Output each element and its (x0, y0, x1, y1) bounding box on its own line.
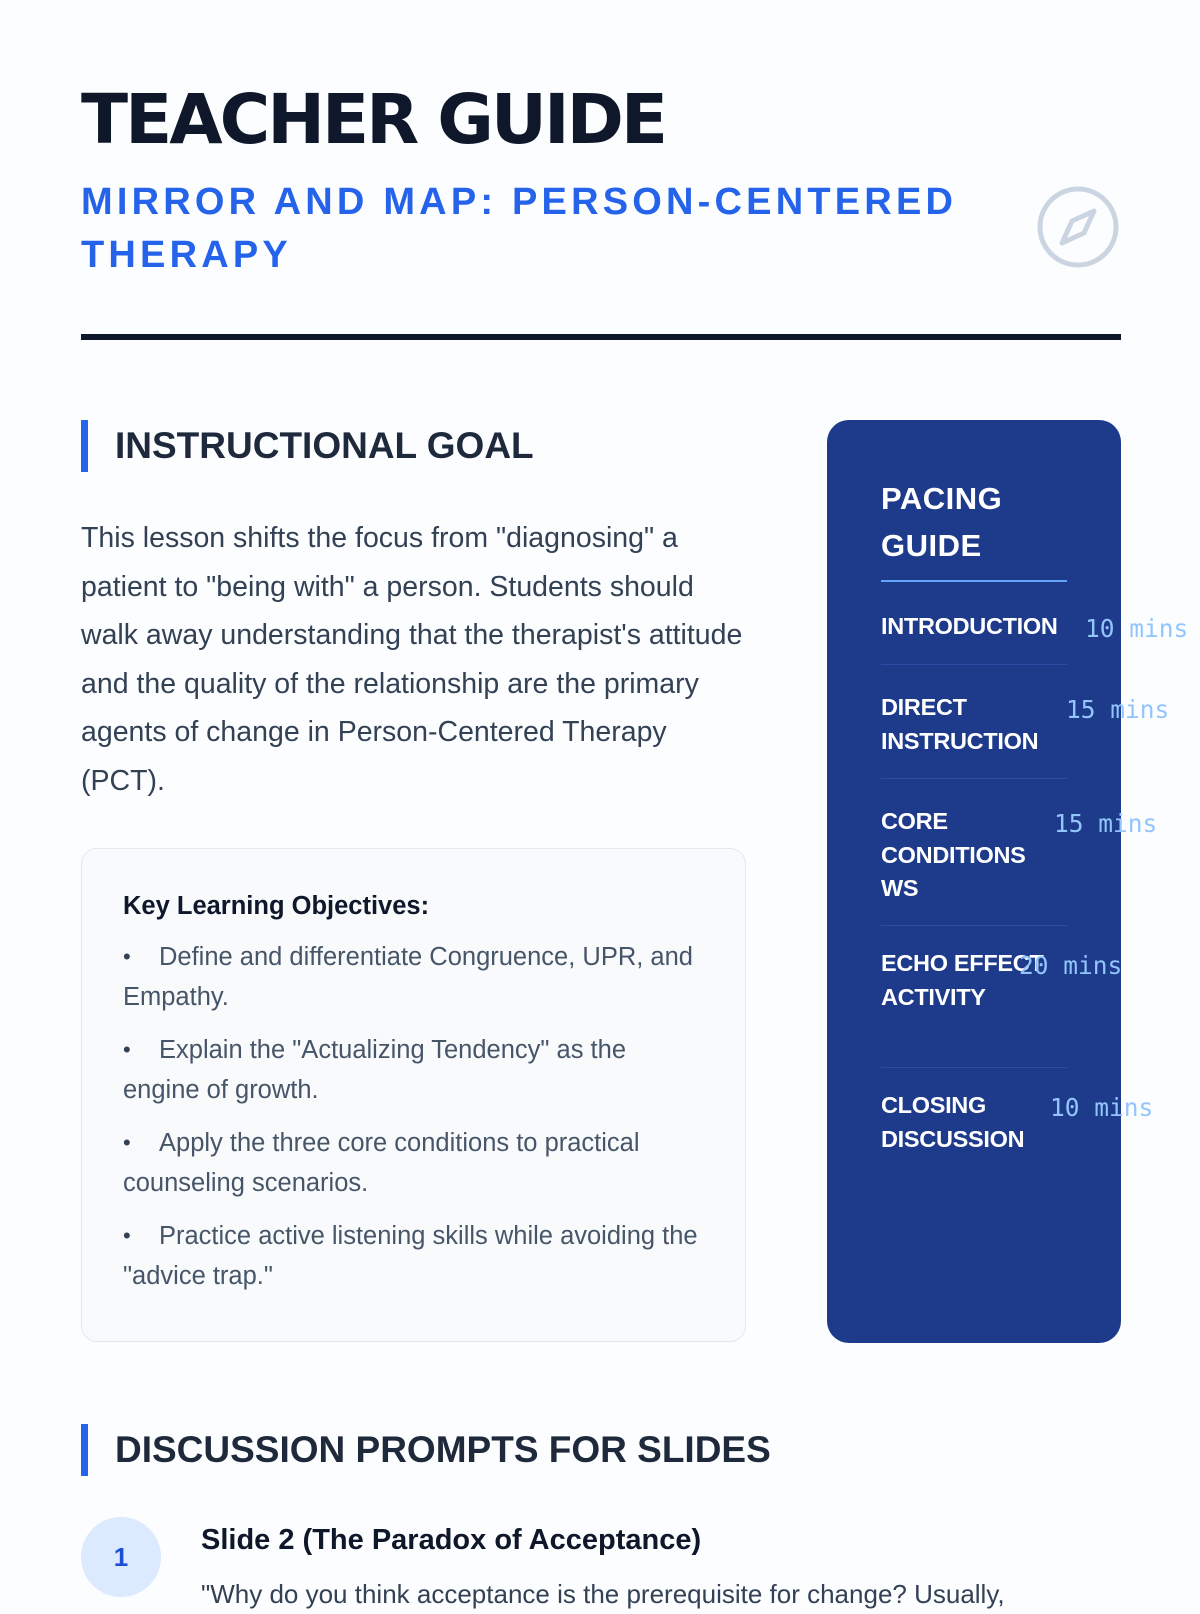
pacing-guide-divider (881, 580, 1067, 582)
instructional-goal-text: This lesson shifts the focus from "diagnosing" a patient to "being with" a person. Students should walk away understanding that the therapist's attitude and the quality of the relationship are the primary agents of change in Person-Centered Therapy (PCT). (81, 522, 743, 797)
pacing-item-label: DIRECT INSTRUCTION (881, 694, 1039, 754)
pacing-item-closing-discussion (881, 1089, 1154, 1156)
pacing-divider (881, 664, 1067, 665)
pacing-guide-title: PACING GUIDE (881, 481, 1003, 563)
pacing-item-time: 15 mins (1066, 695, 1170, 724)
pacing-item-direct-instruction (881, 691, 1170, 758)
learning-objectives-box (81, 848, 746, 1342)
objectives-list (123, 937, 705, 1296)
prompt-text: "Why do you think acceptance is the prerequisite for change? Usually, (201, 1579, 1005, 1609)
compass-icon (1036, 185, 1120, 269)
pacing-item-label: CLOSING DISCUSSION (881, 1092, 1025, 1152)
page-subtitle: MIRROR AND MAP: PERSON-CENTERED THERAPY (81, 181, 958, 276)
objective-item: • Practice active listening skills while avoiding the "advice trap." (123, 1216, 705, 1296)
discussion-prompts-heading: DISCUSSION PROMPTS FOR SLIDES (81, 1424, 771, 1476)
pacing-item-label: CORE CONDITIONS WS (881, 808, 1026, 901)
pacing-item-echo-effect (881, 947, 1123, 1014)
objective-item: • Explain the "Actualizing Tendency" as the engine of growth. (123, 1030, 705, 1110)
pacing-item-core-conditions (881, 805, 1158, 906)
header-divider (81, 334, 1121, 340)
pacing-item-label: INTRODUCTION (881, 613, 1058, 639)
pacing-item-time: 10 mins (1085, 614, 1189, 643)
prompt-number-badge: 1 (81, 1517, 161, 1597)
prompt-title: Slide 2 (The Paradox of Acceptance) (201, 1524, 702, 1556)
pacing-divider (881, 778, 1067, 779)
pacing-item-label: ECHO EFFECT ACTIVITY (881, 950, 1044, 1010)
objective-item: • Define and differentiate Congruence, UPR, and Empathy. (123, 937, 705, 1017)
pacing-divider (881, 925, 1067, 926)
pacing-guide-card (827, 420, 1189, 1343)
pacing-item-time: 15 mins (1054, 809, 1158, 838)
pacing-divider (881, 1067, 1067, 1068)
objective-item: • Apply the three core conditions to practical counseling scenarios. (123, 1123, 705, 1203)
objectives-title: Key Learning Objectives: (123, 892, 430, 920)
page-title: TEACHER GUIDE (81, 80, 666, 160)
pacing-item-time: 10 mins (1050, 1093, 1154, 1122)
teacher-guide-page (81, 0, 1189, 1609)
pacing-item-introduction (881, 610, 1189, 644)
instructional-goal-heading: INSTRUCTIONAL GOAL (81, 420, 534, 472)
pacing-item-time: 20 mins (1019, 951, 1123, 980)
